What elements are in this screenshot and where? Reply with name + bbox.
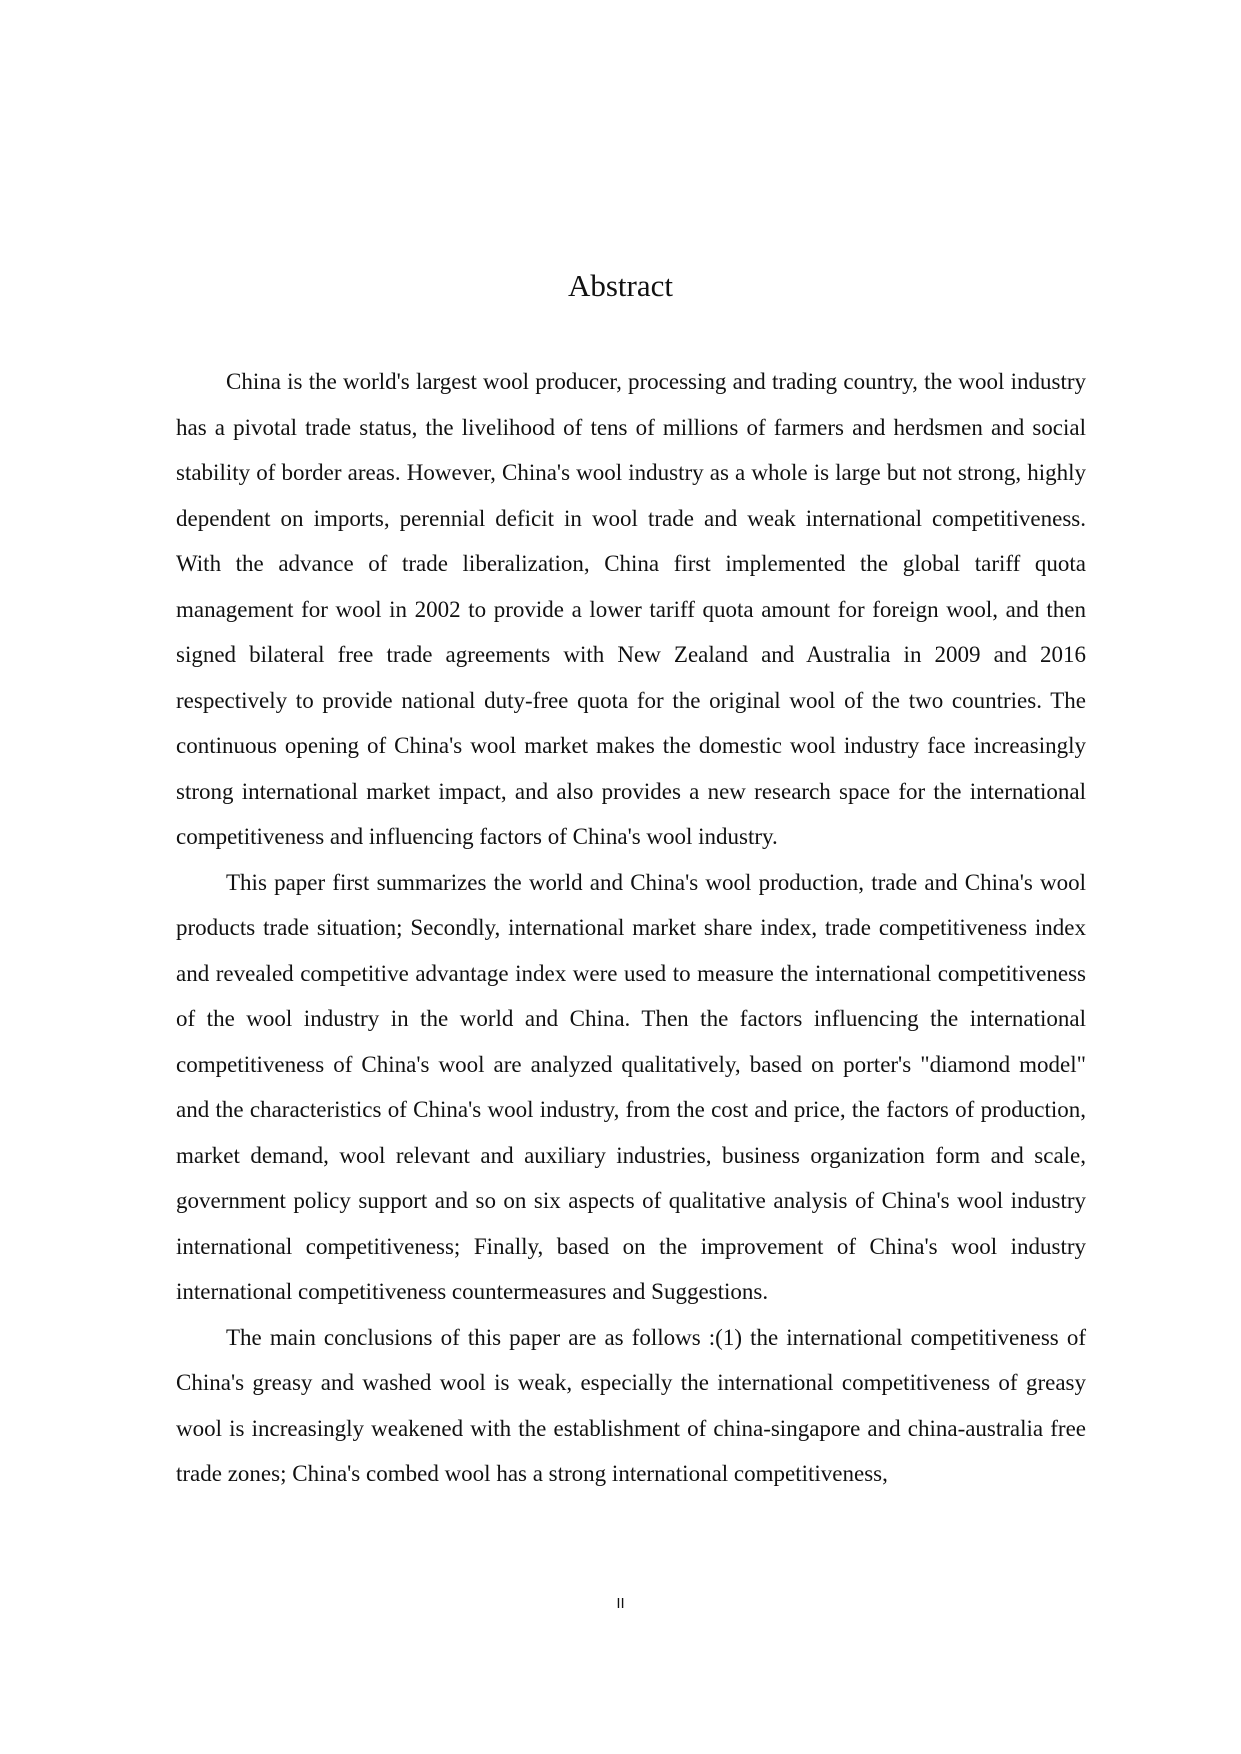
abstract-paragraph-3: The main conclusions of this paper are as follows :(1) the international competitiveness of China's greasy and washed wool is weak, especially the international competitiveness of greasy wool is increasingly weakened with the establishment of china-singapore and china-australia free trade zones; China's combed wool has a strong international competitiveness, bbox=[176, 1324, 1086, 1486]
abstract-paragraph-1: China is the world's largest wool producer, processing and trading country, the wool industry has a pivotal trade status, the livelihood of tens of millions of farmers and herdsmen and social stability of border areas. However, China's wool industry as a whole is large but not strong, highly dependent on imports, perennial deficit in wool trade and weak international competitiveness. With the advance of trade liberalization, China first implemented the global tariff quota management for wool in 2002 to provide a lower tariff quota amount for foreign wool, and then signed bilateral free trade agreements with New Zealand and Australia in 2009 and 2016 respectively to provide national duty-free quota for the original wool of the two countries. The continuous opening of China's wool market makes the domestic wool industry face increasingly strong international market impact, and also provides a new research space for the international competitiveness and influencing factors of China's wool industry. bbox=[176, 369, 1086, 849]
abstract-title: Abstract bbox=[567, 268, 674, 303]
abstract-body bbox=[176, 359, 1086, 1497]
abstract-paragraph-2: This paper first summarizes the world and China's wool production, trade and China's wool products trade situation; Secondly, international market share index, trade competitiveness index and revealed competitive advantage index were used to measure the international competitiveness of the wool industry in the world and China. Then the factors influencing the international competitiveness of China's wool are analyzed qualitatively, based on porter's "diamond model" and the characteristics of China's wool industry, from the cost and price, the factors of production, market demand, wool relevant and auxiliary industries, business organization form and scale, government policy support and so on six aspects of qualitative analysis of China's wool industry international competitiveness; Finally, based on the improvement of China's wool industry international competitiveness countermeasures and Suggestions. bbox=[176, 869, 1086, 1304]
page-number: II bbox=[616, 1595, 625, 1612]
